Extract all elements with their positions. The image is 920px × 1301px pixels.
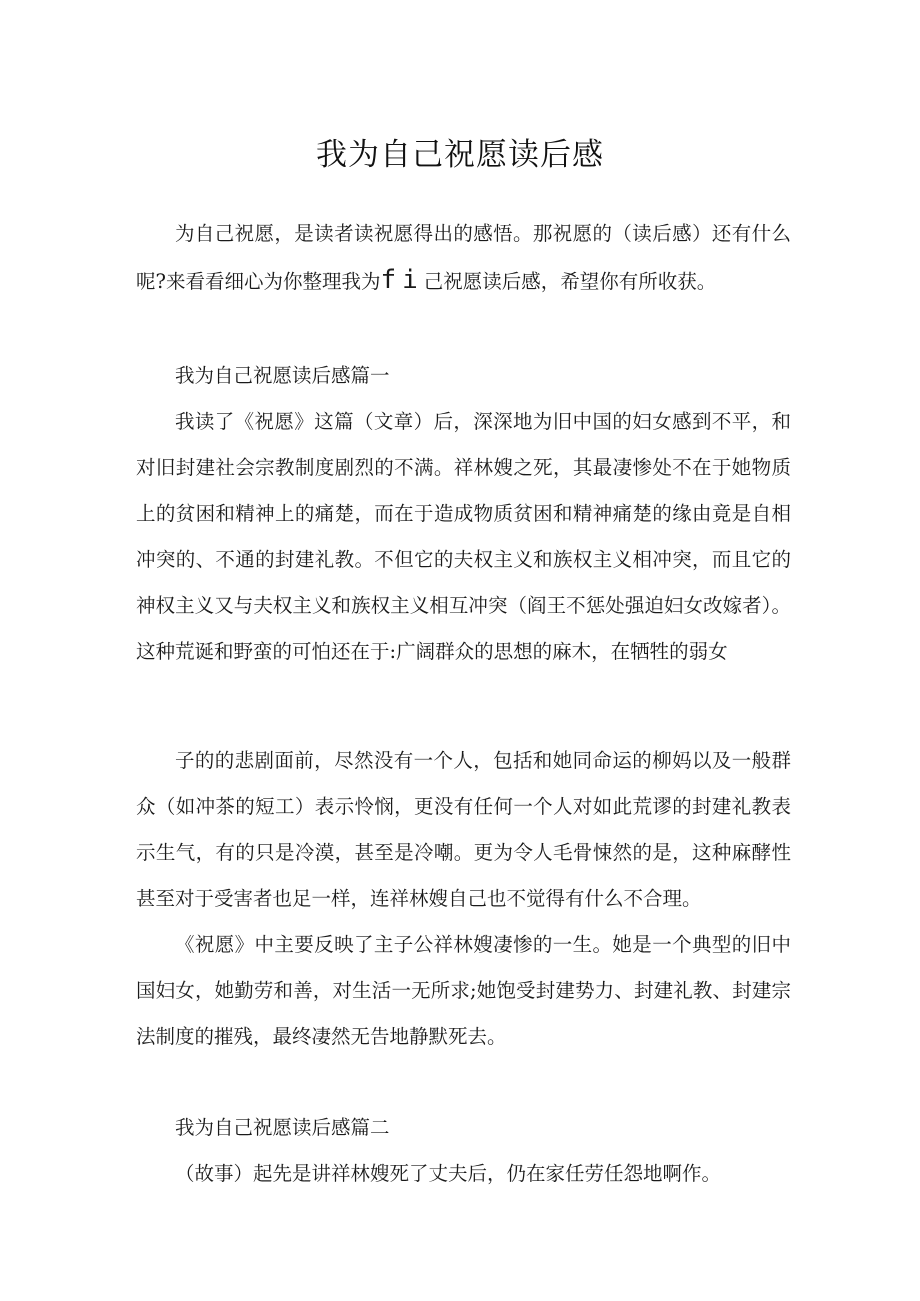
section-two bbox=[136, 1105, 791, 1197]
intro-text-after: 己祝愿读后感，希望你有所收获。 bbox=[423, 270, 717, 293]
document-title: 我为自己祝愿读后感 bbox=[316, 137, 604, 173]
section-one-paragraph-3: 《祝愿》中主要反映了主子公祥林嫂凄惨的一生。她是一个典型的旧中国妇女，她勤劳和善，对生活一无所求;她饱受封建势力、封建礼教、封建宗法制度的摧残，最终凄然无告地静默死去。 bbox=[136, 933, 791, 1048]
section-two-paragraph-1: （故事）起先是讲祥林嫂死了丈夫后，仍在家任劳任怨地啊作。 bbox=[175, 1162, 722, 1185]
section-one-paragraph-1: 我读了《祝愿》这篇（文章）后，深深地为旧中国的妇女感到不平，和对旧封建社会宗教制度剧烈的不满。祥林嫂之死，其最凄惨处不在于她物质上的贫困和精神上的痛楚，而在于造成物质贫困和精神痛楚的缘由竟是自相冲突的、不通的封建礼教。不但它的夫权主义和族权主义相冲突，而且它的神权主义又与夫权主义和族权主义相互冲突（阎王不惩处强迫妇女改嫁者）。这种荒诞和野蛮的可怕还在于:广阔群众的思想的麻木，在牺牲的弱女 bbox=[136, 410, 791, 663]
intro-block bbox=[136, 211, 791, 305]
intro-odd-glyph: fi bbox=[380, 265, 424, 295]
section-one-heading: 我为自己祝愿读后感篇一 bbox=[175, 364, 390, 387]
intro-text-before: 为自己祝愿，是读者读祝愿得出的感悟。那祝愿的（读后感）还有什么呢?来看看细心为你整理我为 bbox=[136, 222, 791, 293]
section-one-continued bbox=[136, 738, 791, 1060]
section-one bbox=[136, 353, 791, 675]
section-one-paragraph-2: 子的的悲剧面前，尽然没有一个人，包括和她同命运的柳妈以及一般群众（如冲茶的短工）表示怜悯，更没有任何一个人对如此荒谬的封建礼教表示生气，有的只是冷漠，甚至是冷嘲。更为令人毛骨悚然的是，这种麻酵性甚至对于受害者也足一样，连祥林嫂自己也不觉得有什么不合理。 bbox=[136, 749, 791, 910]
section-two-heading: 我为自己祝愿读后感篇二 bbox=[175, 1116, 390, 1139]
intro-paragraph bbox=[136, 211, 791, 305]
